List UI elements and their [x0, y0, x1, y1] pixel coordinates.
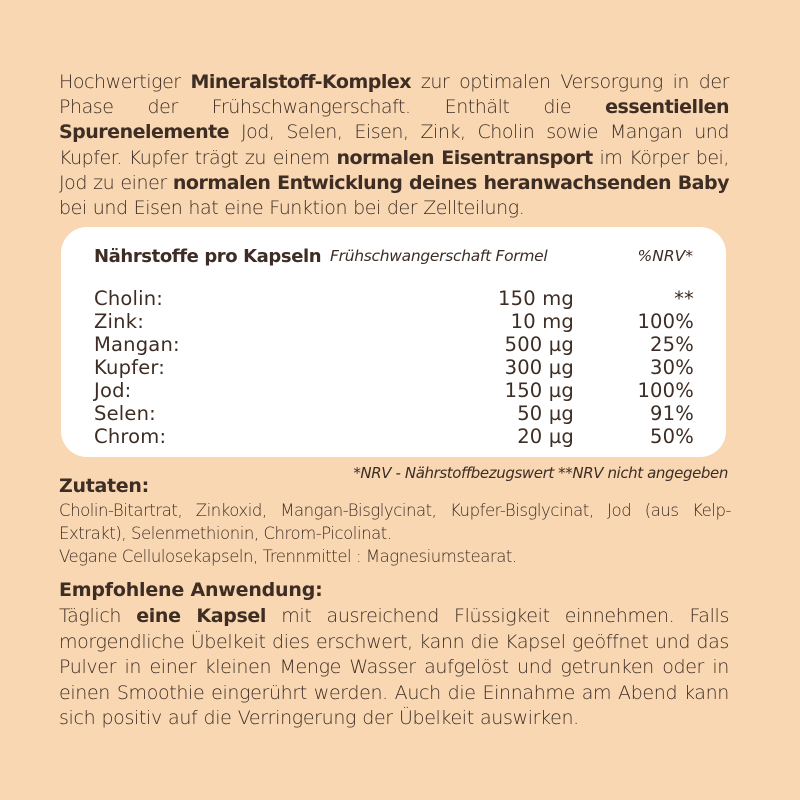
nutrient-nrv: **: [674, 287, 694, 310]
nutrient-amount: 150 mg: [498, 287, 574, 310]
nutrient-row: [94, 333, 694, 356]
intro-text: bei und Eisen hat eine Funktion bei der Zellteilung.: [59, 197, 525, 220]
nutrient-name: Cholin:: [94, 287, 164, 310]
usage-paragraph: [59, 604, 729, 732]
nrv-footnote: *NRV - Nährstoffbezugswert **NRV nicht angegeben: [353, 464, 728, 482]
intro-paragraph: [59, 70, 729, 221]
nutrient-name: Zink:: [94, 310, 144, 333]
nutrient-amount: 150 µg: [504, 379, 574, 402]
nutrient-amount: 500 µg: [504, 333, 574, 356]
nutrient-table-card: [61, 227, 726, 457]
usage-heading: Empfohlene Anwendung:: [59, 579, 323, 601]
nutrient-name: Mangan:: [94, 333, 180, 356]
nutrient-nrv: 100%: [637, 310, 694, 333]
nutrient-row: [94, 310, 694, 333]
nutrient-nrv: 100%: [637, 379, 694, 402]
nutrient-table-title: Nährstoffe pro Kapseln: [94, 246, 322, 267]
usage-text: Täglich: [59, 605, 137, 627]
intro-highlight: normalen Eisentransport: [336, 146, 593, 169]
nutrient-name: Chrom:: [94, 425, 167, 448]
nutrient-nrv: 30%: [650, 356, 694, 379]
nutrient-amount: 20 µg: [517, 425, 574, 448]
nutrient-amount: 10 mg: [510, 310, 574, 333]
nutrient-nrv: 50%: [650, 425, 694, 448]
nutrient-name: Jod:: [94, 379, 132, 402]
intro-highlight: Mineralstoff-Komplex: [190, 71, 412, 93]
intro-text: Jod, Selen, Eisen, Zink, Cholin sowie Mangan und Kupfer. Kupfer trägt zu einem: [59, 121, 729, 169]
intro-text: zur optimalen Versorgung in der Phase der Frühschwangerschaft. Enthält die: [59, 71, 730, 119]
intro-highlight: normalen Entwicklung deines heranwachsenden Baby: [172, 171, 729, 194]
intro-text: im Körper bei, Jod zu einer: [59, 146, 729, 194]
nutrient-name: Selen:: [94, 402, 156, 425]
ingredients-line: Cholin-Bitartrat, Zinkoxid, Mangan-Bisglycinat, Kupfer-Bisglycinat, Jod (aus Kelp-Extrakt), Selenmethionin, Chrom-Picolinat.: [59, 501, 731, 543]
ingredients-heading: Zutaten:: [59, 475, 149, 497]
intro-text: Hochwertiger: [59, 71, 191, 93]
intro-highlight: essentiellen Spurenelemente: [59, 96, 729, 144]
nutrient-row: [94, 402, 694, 425]
nutrient-amount: 50 µg: [517, 402, 574, 425]
nutrient-amount: 300 µg: [504, 356, 574, 379]
usage-highlight: eine Kapsel: [136, 605, 267, 627]
ingredients-line: Vegane Cellulosekapseln, Trennmittel : Magnesiumstearat.: [59, 547, 517, 566]
formula-name: Frühschwangerschaft Formel: [330, 247, 548, 265]
nutrient-row: [94, 356, 694, 379]
usage-text: mit ausreichend Flüssigkeit einnehmen. Falls morgendliche Übelkeit dies erschwert, kann die Kapsel geöffnet und das Pulver in einer kleinen Menge Wasser aufgelöst und getrunken oder in einen Smoothie eingerührt werden. Auch die Einnahme am Abend kann sich positiv auf die Verringerung der Übelkeit auswirken.: [59, 605, 730, 729]
nutrient-rows: [94, 287, 694, 448]
nutrient-nrv: 25%: [650, 333, 694, 356]
nrv-column-header: %NRV*: [637, 247, 693, 265]
nutrient-row: [94, 425, 694, 448]
nutrient-name: Kupfer:: [94, 356, 166, 379]
nutrient-row: [94, 379, 694, 402]
nutrient-row: [94, 287, 694, 310]
nutrient-nrv: 91%: [650, 402, 694, 425]
ingredients-text: [59, 499, 731, 568]
